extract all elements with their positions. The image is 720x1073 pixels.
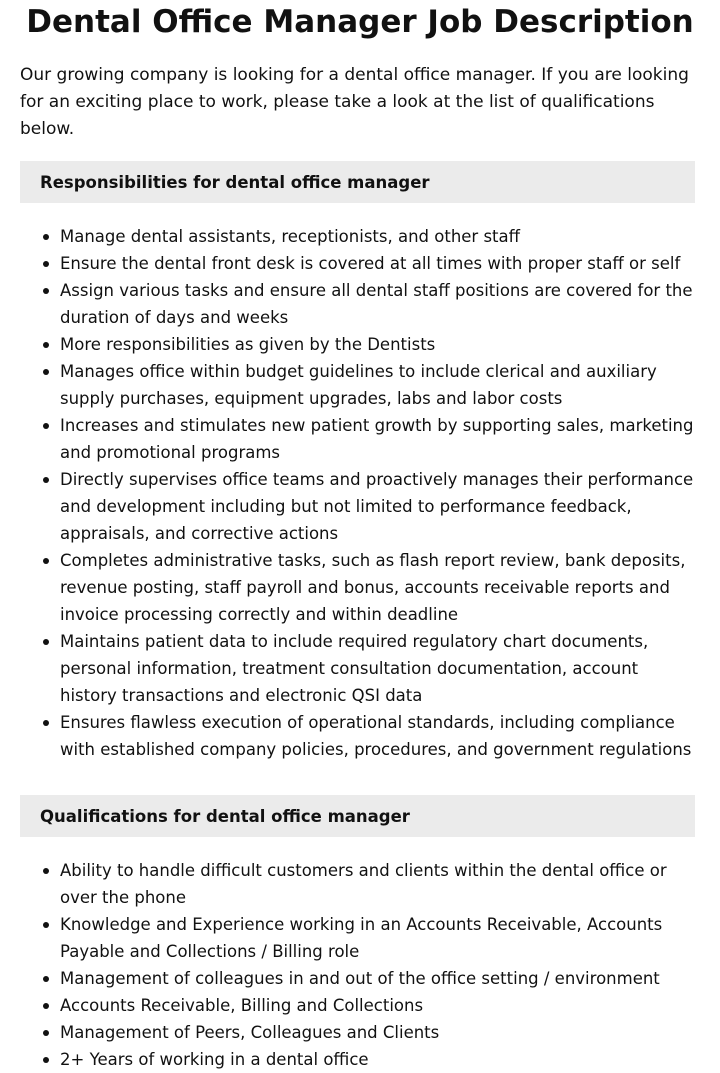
list-item-text: More responsibilities as given by the Dentists [60, 335, 436, 354]
list-item-text: Directly supervises office teams and proactively manages their performance and development including but not limited to performance feedback, appraisals, and corrective actions [60, 470, 694, 543]
list-item [0, 857, 720, 911]
list-item [0, 331, 720, 358]
list-item-text: Accounts Receivable, Billing and Collections [60, 996, 424, 1015]
list-item [0, 1019, 720, 1046]
list-item-text: Management of colleagues in and out of the office setting / environment [60, 969, 660, 988]
bullet-icon [43, 342, 49, 348]
list-item [0, 223, 720, 250]
list-item-text: Increases and stimulates new patient growth by supporting sales, marketing and promotional programs [60, 416, 694, 462]
list-item [0, 911, 720, 965]
responsibilities-heading: Responsibilities for dental office manager [20, 161, 695, 203]
qualifications-heading: Qualifications for dental office manager [20, 795, 695, 837]
list-item [0, 358, 720, 412]
bullet-icon [43, 1057, 49, 1063]
bullet-icon [43, 868, 49, 874]
list-item [0, 412, 720, 466]
bullet-icon [43, 477, 49, 483]
list-item [0, 628, 720, 709]
list-item [0, 965, 720, 992]
bullet-icon [43, 234, 49, 240]
list-item-text: Ability to handle difficult customers and clients within the dental office or over the phone [60, 861, 667, 907]
bullet-icon [43, 1030, 49, 1036]
intro-paragraph: Our growing company is looking for a dental office manager. If you are looking for an exciting place to work, please take a look at the list of qualifications below. [20, 65, 689, 139]
list-item-text: Ensures flawless execution of operational standards, including compliance with established company policies, procedures, and government regulations [60, 713, 692, 759]
list-item-text: Ensure the dental front desk is covered at all times with proper staff or self [60, 254, 681, 273]
list-item [0, 1046, 720, 1073]
list-item-text: Assign various tasks and ensure all dental staff positions are covered for the duration of days and weeks [60, 281, 693, 327]
list-item [0, 250, 720, 277]
bullet-icon [43, 369, 49, 375]
list-item-text: Manages office within budget guidelines to include clerical and auxiliary supply purchases, equipment upgrades, labs and labor costs [60, 362, 657, 408]
list-item-text: Knowledge and Experience working in an Accounts Receivable, Accounts Payable and Collections / Billing role [60, 915, 663, 961]
page-title: Dental Office Manager Job Description [26, 4, 694, 40]
responsibilities-list [0, 223, 720, 763]
list-item [0, 709, 720, 763]
section-spacer [0, 763, 720, 777]
bullet-icon [43, 261, 49, 267]
bullet-icon [43, 976, 49, 982]
list-item-text: Management of Peers, Colleagues and Clients [60, 1023, 440, 1042]
list-item [0, 277, 720, 331]
bullet-icon [43, 288, 49, 294]
list-item [0, 992, 720, 1019]
list-item-text: Maintains patient data to include required regulatory chart documents, personal information, treatment consultation documentation, account history transactions and electronic QSI data [60, 632, 649, 705]
list-item-text: 2+ Years of working in a dental office [60, 1050, 369, 1069]
list-item-text: Manage dental assistants, receptionists, and other staff [60, 227, 521, 246]
bullet-icon [43, 720, 49, 726]
bullet-icon [43, 922, 49, 928]
bullet-icon [43, 423, 49, 429]
bullet-icon [43, 1003, 49, 1009]
bullet-icon [43, 639, 49, 645]
list-item-text: Completes administrative tasks, such as flash report review, bank deposits, revenue posting, staff payroll and bonus, accounts receivable reports and invoice processing correctly and within deadline [60, 551, 686, 624]
list-item [0, 466, 720, 547]
bullet-icon [43, 558, 49, 564]
qualifications-list [0, 857, 720, 1073]
list-item [0, 547, 720, 628]
